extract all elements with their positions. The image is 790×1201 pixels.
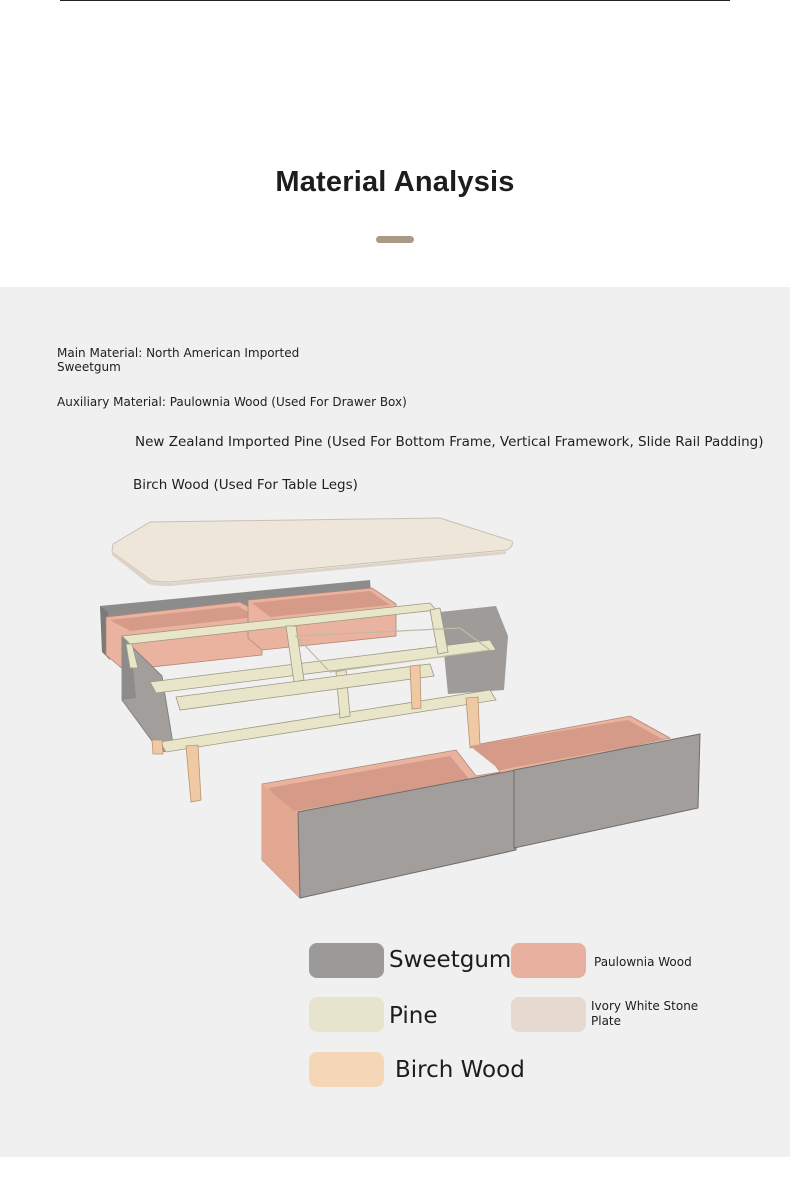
pine-material-text: New Zealand Imported Pine (Used For Bottom Frame, Vertical Framework, Slide Rail Padding)	[135, 434, 764, 450]
legend-swatch-sweetgum	[309, 943, 384, 978]
legend-label-pine: Pine	[389, 1003, 438, 1029]
legend-label-sweetgum: Sweetgum	[389, 947, 512, 973]
main-material-text: Main Material: North American Imported Sweetgum	[57, 346, 300, 374]
legend-label-paulownia: Paulownia Wood	[594, 955, 692, 969]
legend-label-stone-plate: Ivory White Stone Plate	[591, 999, 699, 1028]
birch-material-text: Birch Wood (Used For Table Legs)	[133, 477, 358, 493]
legend-swatch-birch	[309, 1052, 384, 1087]
front-drawers	[262, 716, 700, 898]
legend-swatch-pine	[309, 997, 384, 1032]
legend-swatch-paulownia	[511, 943, 586, 978]
page-title: Material Analysis	[275, 166, 515, 198]
legend-swatch-stone-plate	[511, 997, 586, 1032]
auxiliary-material-text: Auxiliary Material: Paulownia Wood (Used For Drawer Box)	[57, 395, 407, 409]
stone-top-plate	[112, 518, 512, 586]
legend-label-birch: Birch Wood	[395, 1057, 525, 1083]
